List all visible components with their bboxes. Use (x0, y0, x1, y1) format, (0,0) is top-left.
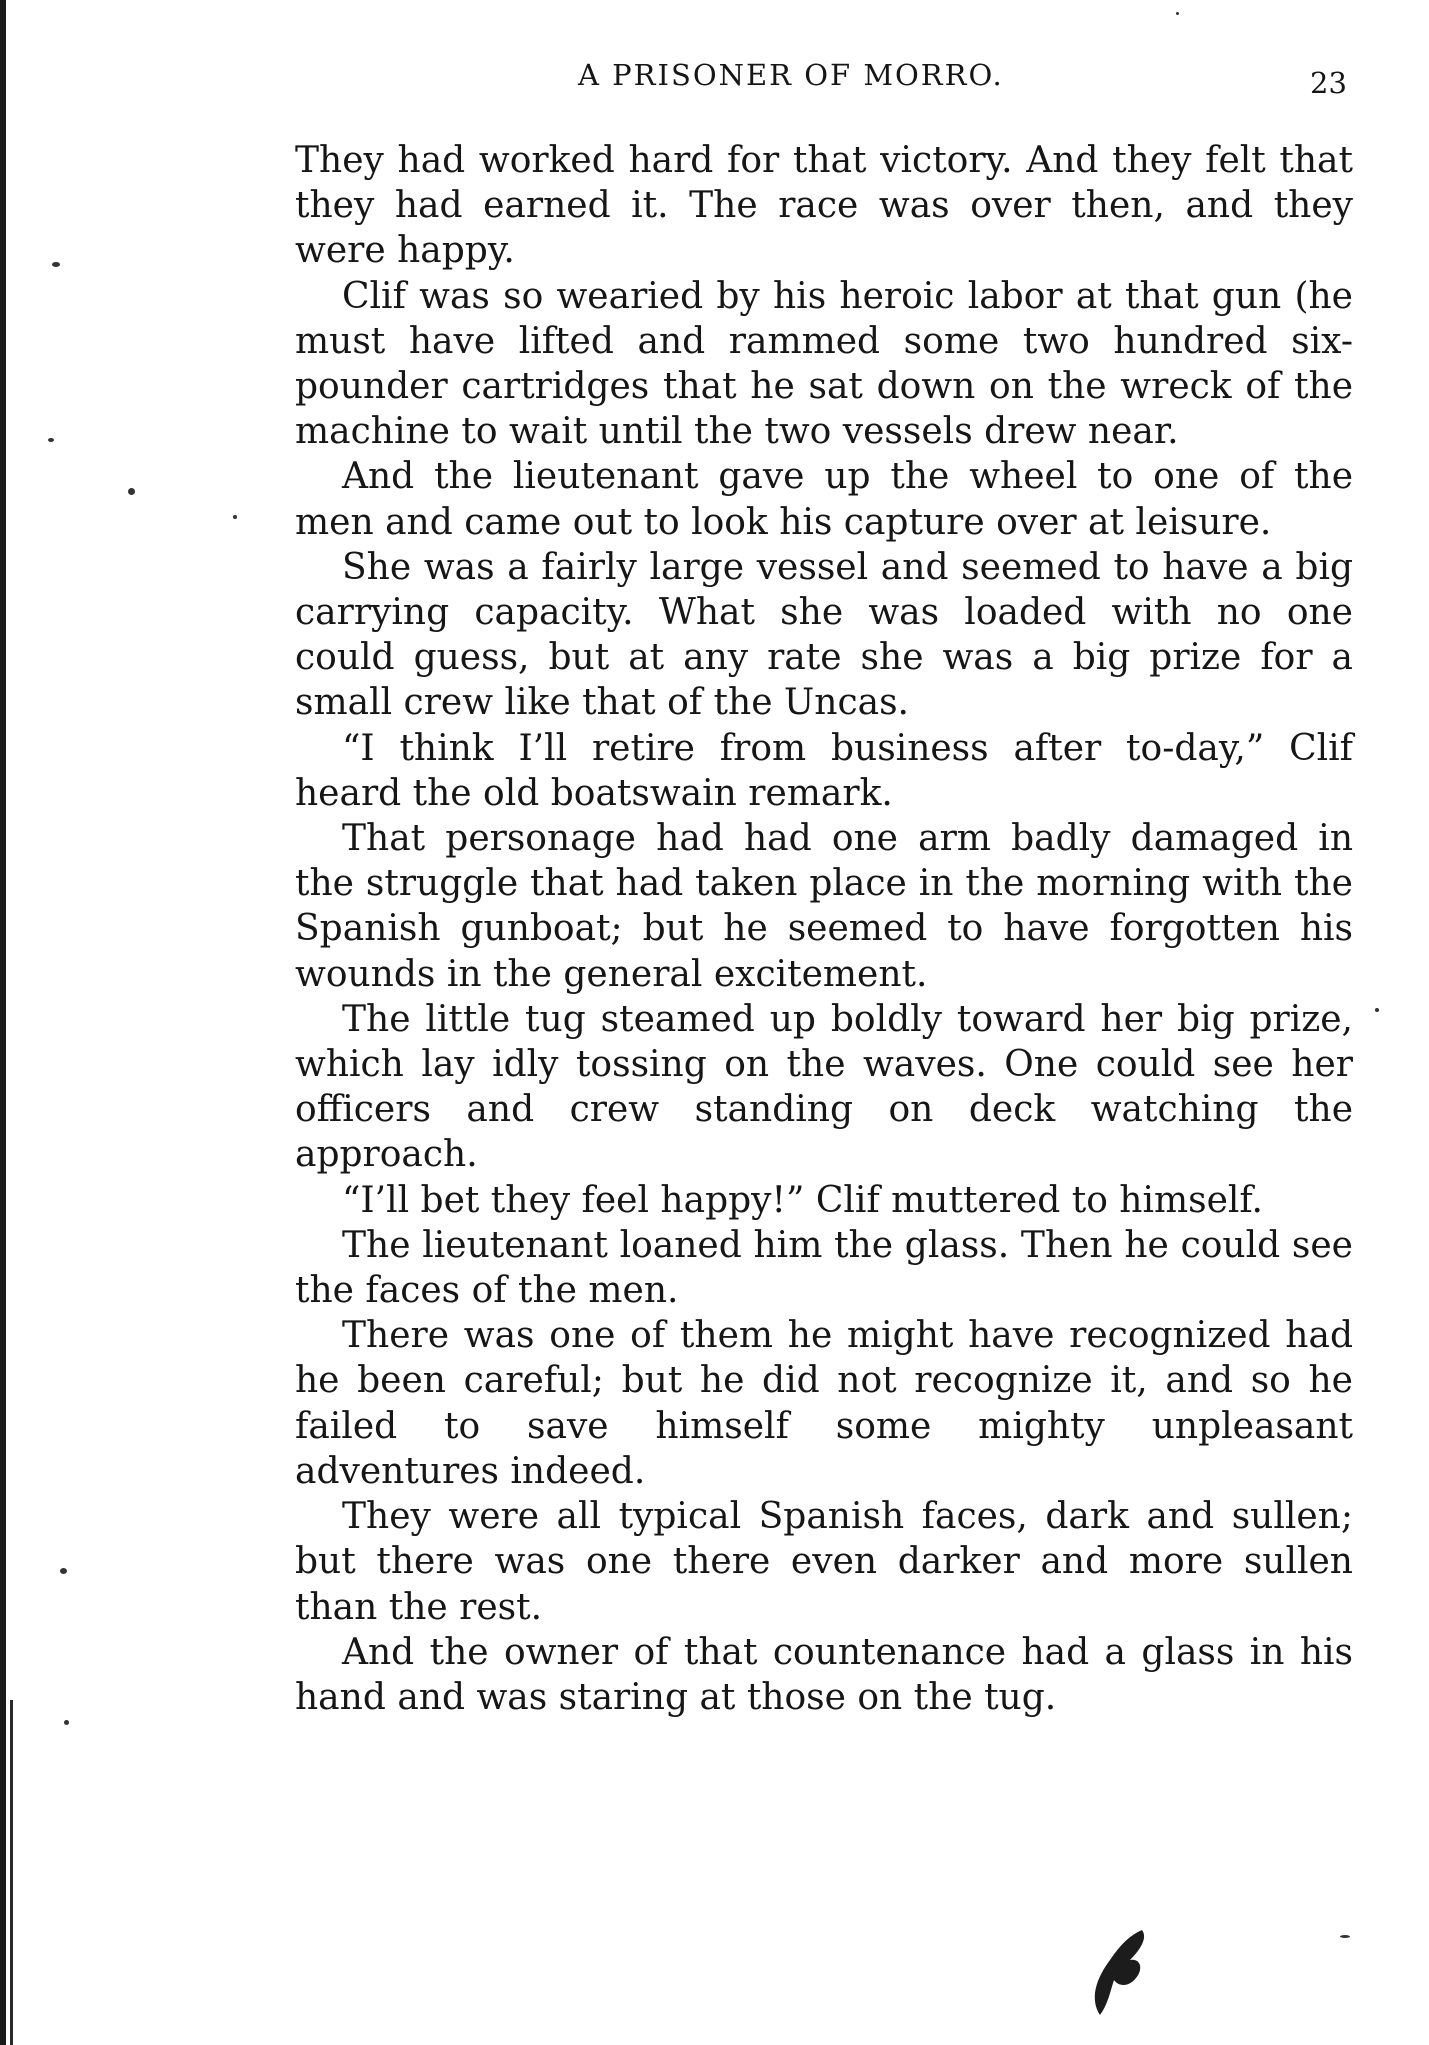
ink-speck (64, 1720, 69, 1725)
paragraph: And the lieutenant gave up the wheel to one of the men and came out to look his capture over at leisure. (295, 456, 1353, 543)
paragraph: They were all typical Spanish faces, dark and sullen; but there was one there even darker and more sullen than the rest. (295, 1496, 1353, 1628)
ink-smudge-icon (1070, 1920, 1160, 2020)
body-text (295, 138, 1353, 1720)
paragraph: “I’ll bet they feel happy!” Clif muttered to himself. (342, 1179, 1263, 1221)
running-title: A PRISONER OF MORRO. (578, 58, 1004, 92)
paragraph: They had worked hard for that victory. And they felt that they had earned it. The race was over then, and they were happy. (295, 140, 1353, 272)
paragraph: The little tug steamed up boldly toward her big prize, which lay idly tossing on the waves. One could see her officers and crew standing on deck watching the approach. (295, 998, 1353, 1176)
ink-speck (1375, 1008, 1379, 1012)
page-binding-edge (0, 0, 6, 2045)
ink-speck (128, 488, 135, 495)
page-number: 23 (1310, 66, 1347, 100)
paragraph: Clif was so wearied by his heroic labor at that gun (he must have lifted and rammed some two hundred six-pounder cartridges that he sat down on the wreck of the machine to wait until the two vessels drew near. (295, 275, 1353, 453)
paragraph: And the owner of that countenance had a glass in his hand and was staring at those on the tug. (295, 1631, 1353, 1718)
ink-speck (52, 262, 60, 267)
ink-speck (1176, 12, 1179, 15)
paragraph: “I think I’ll retire from business after to-day,” Clif heard the old boatswain remark. (295, 727, 1353, 814)
paragraph: The lieutenant loaned him the glass. Then he could see the faces of the men. (295, 1224, 1353, 1312)
ink-speck (1340, 1935, 1350, 1938)
ink-speck (233, 515, 237, 519)
paragraph: She was a fairly large vessel and seemed to have a big carrying capacity. What she was loaded with no one could guess, but at any rate she was a big prize for a small crew like that of the Uncas. (295, 546, 1353, 724)
ink-speck (60, 1568, 67, 1574)
ink-speck (48, 438, 54, 442)
paragraph: There was one of them he might have recognized had he been careful; but he did not recognize it, and so he failed to save himself some mighty unpleasant adventures indeed. (295, 1315, 1353, 1492)
paragraph: That personage had had one arm badly damaged in the struggle that had taken place in the morning with the Spanish gunboat; but he seemed to have forgotten his wounds in the general excitement. (295, 818, 1353, 995)
page-binding-shadow (10, 1700, 13, 2045)
